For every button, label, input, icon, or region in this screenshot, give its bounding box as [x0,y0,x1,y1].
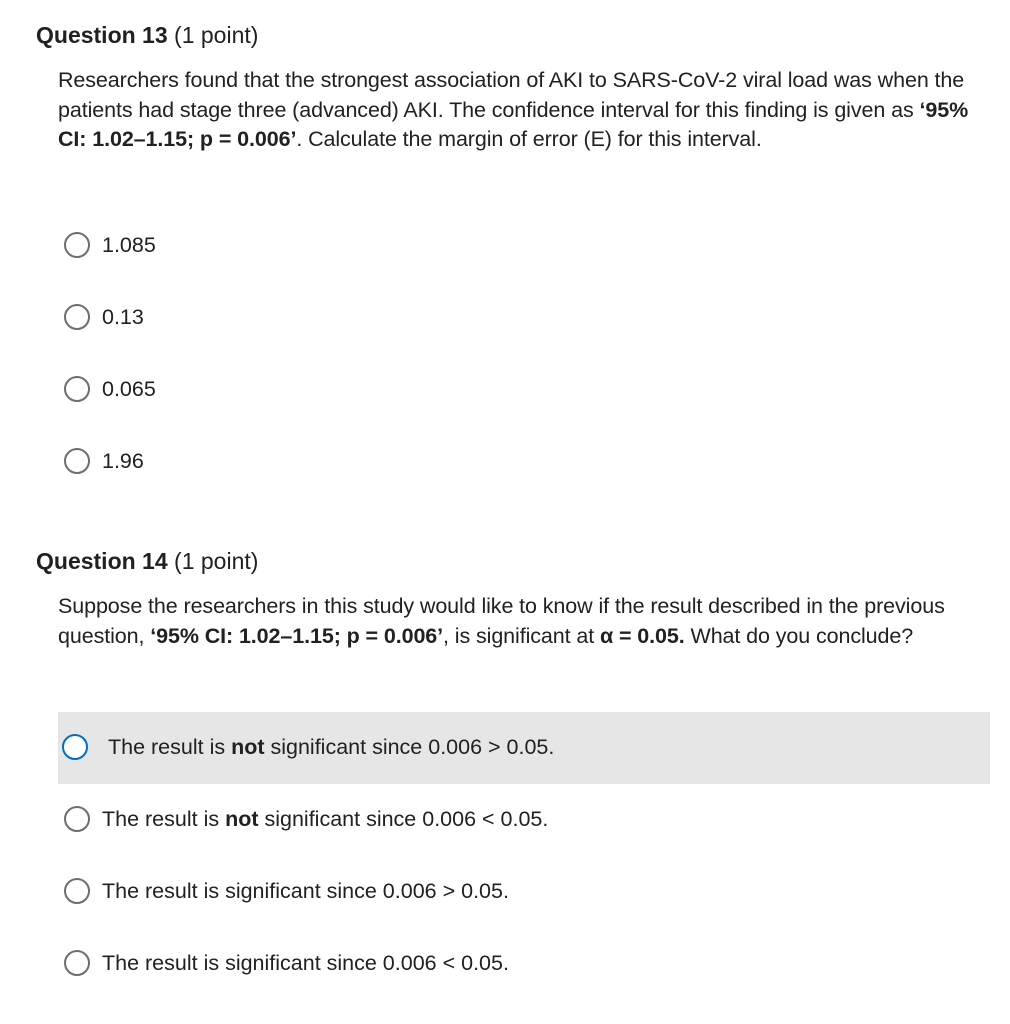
question-prompt [58,592,988,651]
radio-button[interactable] [64,232,90,258]
answer-text: The result is [102,807,226,831]
radio-button[interactable] [62,734,88,760]
answer-bold: not [225,807,259,831]
prompt-text: What do you conclude? [684,623,914,648]
question-points: (1 point) [174,548,259,574]
answer-option-2[interactable] [58,282,990,354]
answer-option-2[interactable] [58,784,990,856]
question-header [36,546,258,576]
prompt-text: Researchers found that the strongest association of AKI to SARS-CoV-2 viral load was when the patients had stage three (advanced) AKI. The confidence interval for this finding is given as [58,68,965,122]
answer-label: 0.065 [102,377,156,401]
answer-text: The result is significant since 0.006 > 0.05. [102,879,509,903]
answer-option-1[interactable] [58,712,990,784]
answer-text: significant since 0.006 < 0.05. [258,807,549,831]
radio-button[interactable] [64,448,90,474]
answer-text: significant since 0.006 > 0.05. [264,735,555,759]
radio-button[interactable] [64,304,90,330]
answer-bold: not [231,735,265,759]
answer-option-1[interactable] [58,210,990,282]
question-points: (1 point) [174,22,259,48]
question-prompt [58,66,988,155]
answer-label [102,804,548,834]
answer-option-4[interactable] [58,426,990,498]
answer-label: 1.085 [102,233,156,257]
answer-label [108,732,554,762]
prompt-bold-ci: ‘95% CI: 1.02–1.15; p = 0.006’ [150,623,444,648]
radio-button[interactable] [64,878,90,904]
radio-button[interactable] [64,806,90,832]
answer-text: The result is significant since 0.006 < 0.05. [102,951,509,975]
answer-option-4[interactable] [58,928,990,1000]
answer-label [102,876,509,906]
answer-label: 1.96 [102,449,144,473]
radio-button[interactable] [64,950,90,976]
answer-option-3[interactable] [58,354,990,426]
radio-button[interactable] [64,376,90,402]
prompt-text: , is significant at [443,623,600,648]
answer-label [102,948,509,978]
prompt-text: . Calculate the margin of error (E) for this interval. [296,127,762,151]
prompt-bold-ci: ‘95% CI: 1.02–1.15; p = 0.006’ [58,97,969,151]
answer-option-3[interactable] [58,856,990,928]
answer-label: 0.13 [102,305,144,329]
question-header [36,20,258,50]
question-title: Question 13 [36,22,168,48]
prompt-bold-alpha: α = 0.05. [599,623,685,648]
answer-text: The result is [108,735,232,759]
question-title: Question 14 [36,548,168,574]
prompt-text: Suppose the researchers in this study would like to know if the result described in the previous question, [58,594,945,648]
